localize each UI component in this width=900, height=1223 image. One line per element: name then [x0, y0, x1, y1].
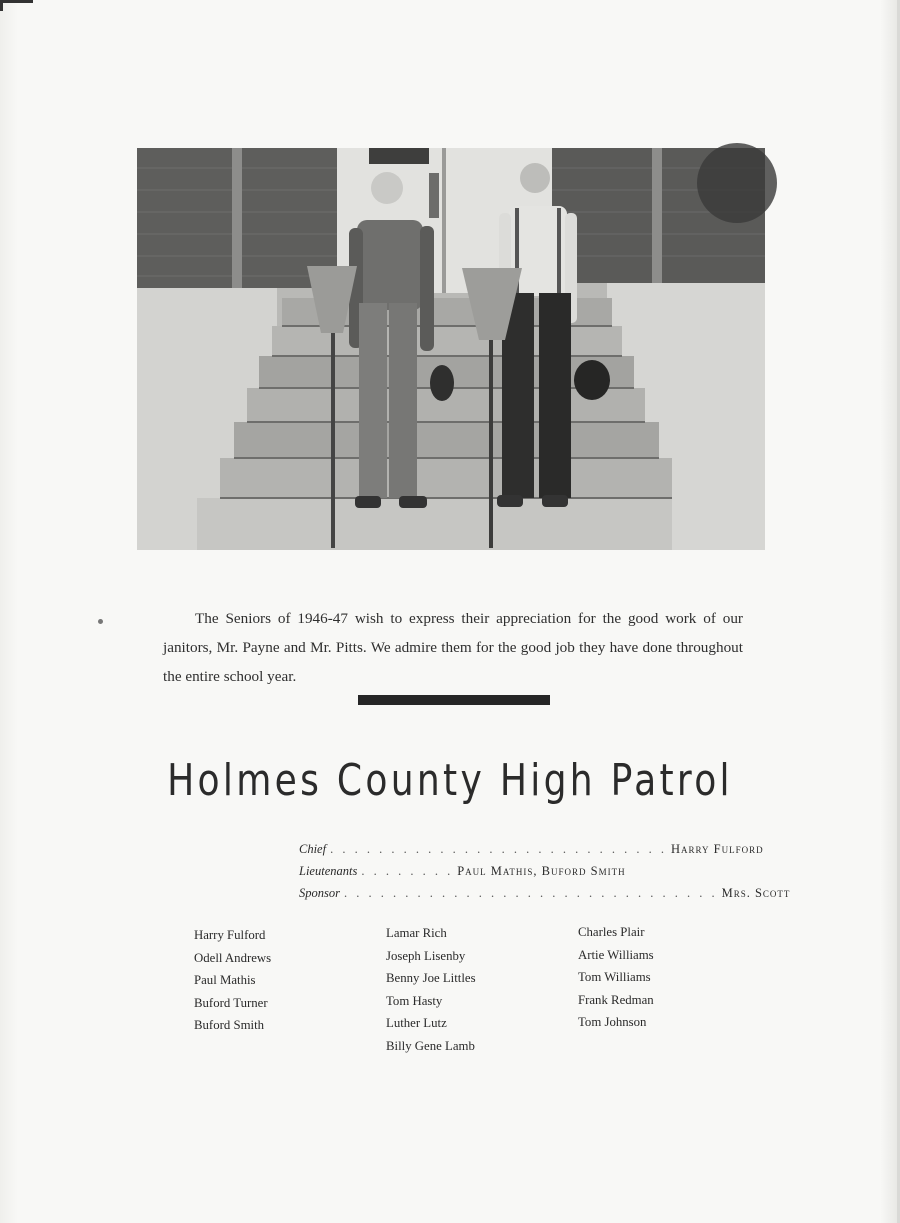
- officer-name: Paul Mathis, Buford Smith: [457, 864, 626, 878]
- roster-column-1: [194, 924, 271, 1037]
- ink-spot: [98, 619, 103, 624]
- corner-mark: [0, 0, 33, 11]
- divider-bar: [358, 695, 550, 705]
- roster-name: Buford Turner: [194, 995, 268, 1010]
- roster-name: Luther Lutz: [386, 1016, 447, 1030]
- leader-dots: . . . . . . . . . . . . . . . . . . . . . . . . . . . . . . .: [343, 886, 718, 900]
- roster-name: Tom Hasty: [386, 993, 443, 1008]
- officer-row-chief: [299, 838, 764, 860]
- leader-dots: . . . . . . . .: [361, 864, 454, 878]
- officer-role: Chief: [299, 842, 327, 856]
- page-title: Holmes County High Patrol: [167, 755, 733, 806]
- roster-column-3: [578, 921, 654, 1034]
- officers-list: [299, 838, 791, 904]
- roster-name: Artie Williams: [578, 947, 654, 962]
- roster-name: Frank Redman: [578, 992, 654, 1007]
- roster-name: Tom Johnson: [578, 1015, 647, 1029]
- roster-name: Tom Williams: [578, 970, 651, 984]
- officer-row-lieutenants: [299, 860, 626, 882]
- roster-name: Lamar Rich: [386, 926, 447, 940]
- roster-name: Paul Mathis: [194, 973, 256, 987]
- roster-name: Buford Smith: [194, 1018, 265, 1032]
- janitors-photo: [137, 148, 765, 550]
- roster-name: Charles Plair: [578, 925, 645, 939]
- photo-caption: The Seniors of 1946-47 wish to express their appreciation for the good work of our janitors, Mr. Payne and Mr. Pitts. We admire them for the good job they have done throughout the entire school year.: [163, 610, 743, 686]
- roster-name: Odell Andrews: [194, 950, 272, 965]
- roster-column-2: [386, 922, 476, 1057]
- roster-name: Joseph Lisenby: [386, 948, 466, 963]
- officer-role: Sponsor: [299, 886, 340, 900]
- officer-name: Mrs. Scott: [721, 886, 791, 900]
- officer-name: Harry Fulford: [670, 842, 764, 856]
- roster-name: Harry Fulford: [194, 928, 266, 942]
- officer-role: Lieutenants: [299, 864, 358, 878]
- roster-name: Benny Joe Littles: [386, 971, 476, 985]
- leader-dots: . . . . . . . . . . . . . . . . . . . . . . . . . . . .: [330, 842, 667, 856]
- officer-row-sponsor: [299, 882, 791, 904]
- roster-name: Billy Gene Lamb: [386, 1038, 475, 1053]
